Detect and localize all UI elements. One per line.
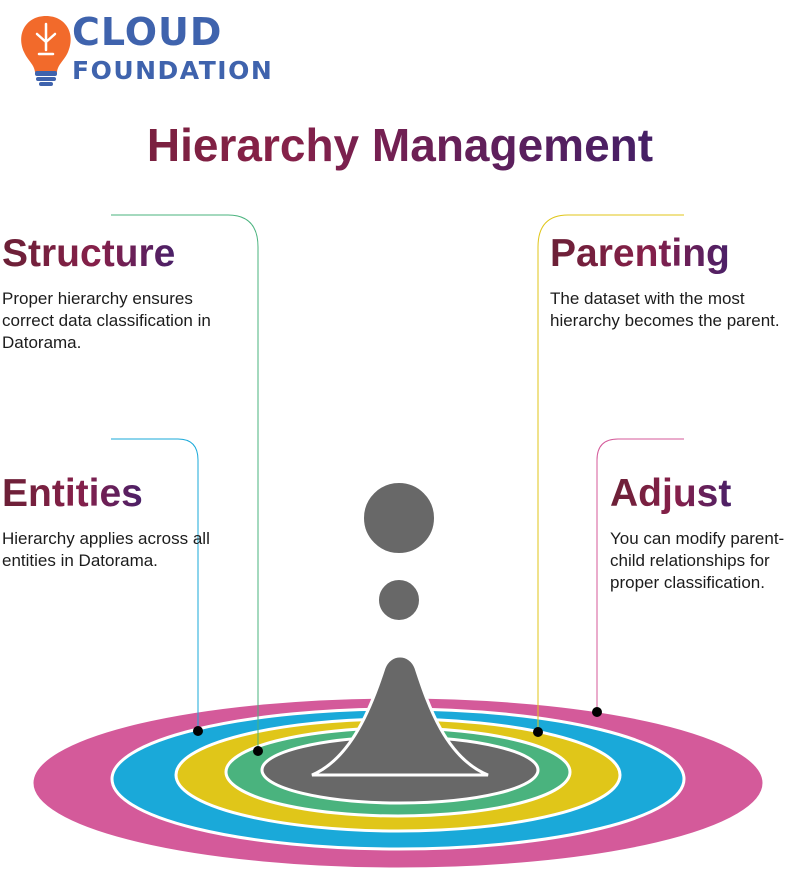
drop-large — [363, 482, 435, 554]
page-title: Hierarchy Management — [0, 118, 800, 172]
parenting-description: The dataset with the most hierarchy becomes the parent. — [550, 289, 780, 330]
adjust-description: You can modify parent-child relationships for proper classification. — [610, 529, 785, 592]
structure-description: Proper hierarchy ensures correct data classification in Datorama. — [2, 289, 211, 352]
adjust-heading: Adjust — [610, 472, 732, 515]
parenting-dot — [533, 727, 543, 737]
structure-heading: Structure — [2, 232, 176, 275]
adjust-dot — [592, 707, 602, 717]
lightbulb-icon — [21, 16, 71, 86]
brand-name-line2: FOUNDATION — [72, 56, 274, 85]
drop-small — [378, 579, 420, 621]
structure-dot — [253, 746, 263, 756]
entities-description: Hierarchy applies across all entities in Datorama. — [2, 529, 210, 570]
parenting-heading: Parenting — [550, 232, 730, 275]
entities-heading: Entities — [2, 472, 143, 515]
brand-name-line1: CLOUD — [72, 10, 223, 54]
entities-dot — [193, 726, 203, 736]
